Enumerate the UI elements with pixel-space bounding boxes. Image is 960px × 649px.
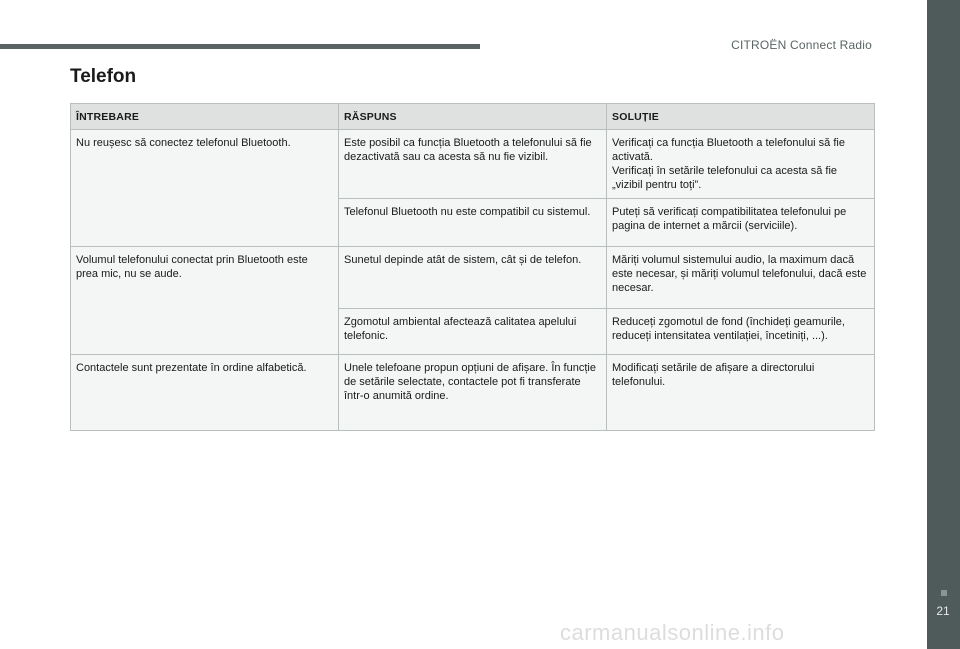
answer-cell	[339, 130, 607, 199]
column-header-answer: RĂSPUNS	[339, 104, 607, 130]
answer-text: Este posibil ca funcția Bluetooth a telefonului să fie dezactivată sau ca acesta să nu fie vizibil.	[344, 137, 592, 163]
solution-text: Puteți să verificați compatibilitatea telefonului pe pagina de internet a mărcii (serviciile).	[612, 206, 847, 232]
table-row	[71, 130, 875, 199]
solution-text: Reduceți zgomotul de fond (închideți geamurile, reduceți intensitatea ventilației, încetiniți, ...).	[612, 316, 845, 342]
question-cell	[71, 130, 339, 247]
table-row	[71, 247, 875, 309]
answer-cell	[339, 309, 607, 355]
answer-cell	[339, 247, 607, 309]
answer-text: Unele telefoane propun opțiuni de afișare. În funcție de setările selectate, contactele pot fi transferate într-o anumită ordine.	[344, 362, 596, 402]
question-cell	[71, 247, 339, 355]
column-header-solution: SOLUȚIE	[607, 104, 875, 130]
column-header-question: ÎNTREBARE	[71, 104, 339, 130]
brand-label: CITROËN Connect Radio	[731, 38, 872, 52]
watermark-text: carmanualsonline.info	[560, 620, 785, 645]
table-row	[71, 355, 875, 431]
answer-text: Sunetul depinde atât de sistem, cât și de telefon.	[344, 254, 582, 266]
question-text: Contactele sunt prezentate în ordine alfabetică.	[76, 362, 307, 374]
answer-text: Zgomotul ambiental afectează calitatea apelului telefonic.	[344, 316, 577, 342]
table-header-row	[71, 104, 875, 130]
question-text: Volumul telefonului conectat prin Bluetooth este prea mic, nu se aude.	[76, 254, 308, 280]
page-sidebar	[927, 0, 960, 649]
answer-cell	[339, 199, 607, 247]
header-rule	[0, 44, 480, 49]
answer-text: Telefonul Bluetooth nu este compatibil cu sistemul.	[344, 206, 591, 218]
page-marker-square	[941, 590, 947, 596]
solution-text: Modificați setările de afișare a directorului telefonului.	[612, 362, 815, 388]
page-number: 21	[936, 604, 950, 618]
solution-cell	[607, 355, 875, 431]
question-text: Nu reușesc să conectez telefonul Bluetooth.	[76, 137, 291, 149]
solution-text: Verificați ca funcția Bluetooth a telefonului să fie activată. Verificați în setările telefonului ca acesta să fie „vizibil pentru toți”.	[612, 137, 845, 191]
troubleshooting-table	[70, 103, 875, 431]
solution-cell	[607, 247, 875, 309]
solution-cell	[607, 199, 875, 247]
question-cell	[71, 355, 339, 431]
section-title: Telefon	[70, 66, 137, 87]
solution-cell	[607, 130, 875, 199]
solution-text: Măriți volumul sistemului audio, la maximum dacă este necesar, și măriți volumul telefonului, dacă este necesar.	[612, 254, 867, 294]
answer-cell	[339, 355, 607, 431]
solution-cell	[607, 309, 875, 355]
